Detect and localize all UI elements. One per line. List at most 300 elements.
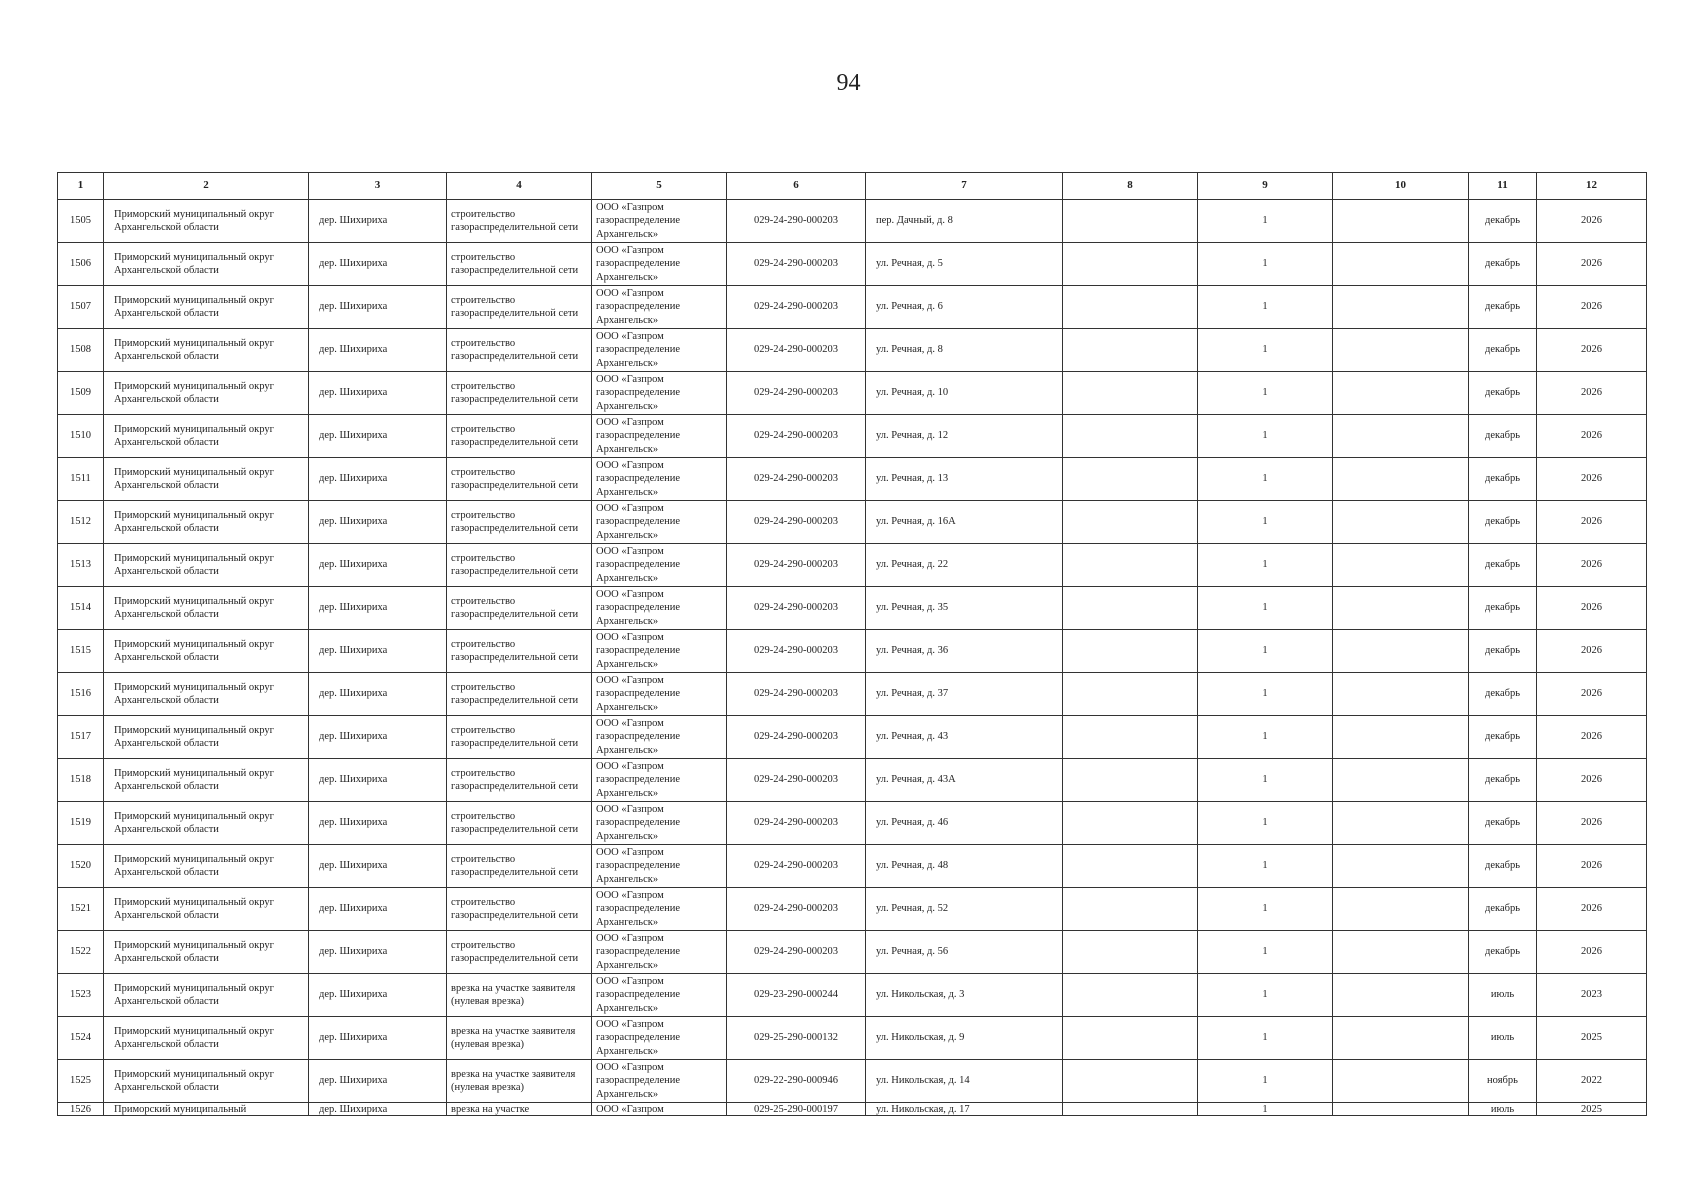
count-cell: 1 [1198,415,1333,458]
column-header: 12 [1537,173,1647,200]
code-cell: 029-24-290-000203 [727,458,866,501]
year-cell: 2026 [1537,931,1647,974]
settlement-cell: дер. Шихириха [309,1017,447,1060]
count-cell: 1 [1198,200,1333,243]
column-header: 10 [1333,173,1469,200]
column-10-cell [1333,200,1469,243]
settlement-cell: дер. Шихириха [309,200,447,243]
district-cell: Приморский муниципальный округ Архангельской области [104,501,309,544]
column-header: 3 [309,173,447,200]
district-cell: Приморский муниципальный округ Архангельской области [104,458,309,501]
month-cell: декабрь [1469,329,1537,372]
address-cell: ул. Речная, д. 48 [866,845,1063,888]
address-cell: ул. Речная, д. 43А [866,759,1063,802]
work-type-cell: строительство газораспределительной сети [447,845,592,888]
count-cell: 1 [1198,974,1333,1017]
district-cell: Приморский муниципальный округ Архангельской области [104,329,309,372]
row-number: 1506 [58,243,104,286]
organization-cell: ООО «Газпром газораспределение Архангельск» [592,931,727,974]
code-cell: 029-25-290-000197 [727,1103,866,1116]
row-number: 1526 [58,1103,104,1116]
address-cell: ул. Никольская, д. 17 [866,1103,1063,1116]
row-number: 1514 [58,587,104,630]
count-cell: 1 [1198,587,1333,630]
month-cell: декабрь [1469,243,1537,286]
column-10-cell [1333,587,1469,630]
code-cell: 029-23-290-000244 [727,974,866,1017]
address-cell: ул. Речная, д. 12 [866,415,1063,458]
work-type-cell: строительство газораспределительной сети [447,286,592,329]
settlement-cell: дер. Шихириха [309,673,447,716]
year-cell: 2026 [1537,802,1647,845]
table-row [58,630,1647,673]
organization-cell: ООО «Газпром газораспределение Архангельск» [592,415,727,458]
row-number: 1517 [58,716,104,759]
column-10-cell [1333,501,1469,544]
settlement-cell: дер. Шихириха [309,243,447,286]
column-8-cell [1063,1017,1198,1060]
column-8-cell [1063,200,1198,243]
row-number: 1515 [58,630,104,673]
code-cell: 029-24-290-000203 [727,415,866,458]
column-header: 7 [866,173,1063,200]
column-8-cell [1063,845,1198,888]
row-number: 1521 [58,888,104,931]
code-cell: 029-24-290-000203 [727,759,866,802]
count-cell: 1 [1198,759,1333,802]
count-cell: 1 [1198,1103,1333,1116]
work-type-cell: врезка на участке заявителя (нулевая врезка) [447,974,592,1017]
year-cell: 2026 [1537,673,1647,716]
row-number: 1508 [58,329,104,372]
organization-cell: ООО «Газпром газораспределение Архангельск» [592,759,727,802]
year-cell: 2026 [1537,329,1647,372]
data-table [57,172,1647,1116]
column-10-cell [1333,544,1469,587]
work-type-cell: строительство газораспределительной сети [447,458,592,501]
address-cell: ул. Речная, д. 35 [866,587,1063,630]
month-cell: декабрь [1469,931,1537,974]
address-cell: ул. Речная, д. 5 [866,243,1063,286]
count-cell: 1 [1198,544,1333,587]
column-8-cell [1063,286,1198,329]
code-cell: 029-24-290-000203 [727,802,866,845]
table-row [58,759,1647,802]
year-cell: 2026 [1537,415,1647,458]
column-8-cell [1063,243,1198,286]
district-cell: Приморский муниципальный округ Архангельской области [104,888,309,931]
address-cell: ул. Речная, д. 36 [866,630,1063,673]
column-8-cell [1063,630,1198,673]
organization-cell: ООО «Газпром газораспределение Архангельск» [592,974,727,1017]
row-number: 1523 [58,974,104,1017]
table-row [58,587,1647,630]
settlement-cell: дер. Шихириха [309,458,447,501]
table-row [58,544,1647,587]
settlement-cell: дер. Шихириха [309,716,447,759]
organization-cell: ООО «Газпром газораспределение Архангельск» [592,587,727,630]
organization-cell: ООО «Газпром газораспределение Архангельск» [592,845,727,888]
column-10-cell [1333,888,1469,931]
district-cell: Приморский муниципальный округ Архангельской области [104,802,309,845]
settlement-cell: дер. Шихириха [309,415,447,458]
row-number: 1522 [58,931,104,974]
month-cell: июль [1469,1103,1537,1116]
settlement-cell: дер. Шихириха [309,544,447,587]
table-row [58,372,1647,415]
code-cell: 029-22-290-000946 [727,1060,866,1103]
count-cell: 1 [1198,630,1333,673]
organization-cell: ООО «Газпром газораспределение Архангельск» [592,716,727,759]
column-header: 2 [104,173,309,200]
column-8-cell [1063,458,1198,501]
month-cell: декабрь [1469,501,1537,544]
month-cell: ноябрь [1469,1060,1537,1103]
column-8-cell [1063,501,1198,544]
code-cell: 029-24-290-000203 [727,888,866,931]
table-row [58,1060,1647,1103]
address-cell: ул. Речная, д. 16А [866,501,1063,544]
table-row [58,1017,1647,1060]
month-cell: декабрь [1469,544,1537,587]
district-cell: Приморский муниципальный округ Архангельской области [104,1060,309,1103]
work-type-cell: строительство газораспределительной сети [447,716,592,759]
column-8-cell [1063,1060,1198,1103]
code-cell: 029-24-290-000203 [727,200,866,243]
address-cell: ул. Речная, д. 10 [866,372,1063,415]
row-number: 1507 [58,286,104,329]
work-type-cell: строительство газораспределительной сети [447,243,592,286]
organization-cell: ООО «Газпром газораспределение Архангельск» [592,630,727,673]
year-cell: 2026 [1537,372,1647,415]
table-body [58,200,1647,1116]
district-cell: Приморский муниципальный округ Архангельской области [104,286,309,329]
year-cell: 2026 [1537,630,1647,673]
work-type-cell: строительство газораспределительной сети [447,630,592,673]
year-cell: 2026 [1537,458,1647,501]
column-8-cell [1063,802,1198,845]
address-cell: ул. Речная, д. 52 [866,888,1063,931]
table-row [58,673,1647,716]
column-10-cell [1333,1103,1469,1116]
code-cell: 029-24-290-000203 [727,931,866,974]
district-cell: Приморский муниципальный округ Архангельской области [104,931,309,974]
work-type-cell: врезка на участке заявителя (нулевая врезка) [447,1060,592,1103]
year-cell: 2022 [1537,1060,1647,1103]
month-cell: декабрь [1469,200,1537,243]
row-number: 1519 [58,802,104,845]
count-cell: 1 [1198,458,1333,501]
month-cell: декабрь [1469,845,1537,888]
column-8-cell [1063,587,1198,630]
settlement-cell: дер. Шихириха [309,329,447,372]
month-cell: июль [1469,1017,1537,1060]
column-10-cell [1333,974,1469,1017]
count-cell: 1 [1198,243,1333,286]
table-row [58,845,1647,888]
settlement-cell: дер. Шихириха [309,974,447,1017]
work-type-cell: строительство газораспределительной сети [447,802,592,845]
year-cell: 2026 [1537,544,1647,587]
address-cell: ул. Речная, д. 22 [866,544,1063,587]
count-cell: 1 [1198,501,1333,544]
code-cell: 029-24-290-000203 [727,501,866,544]
column-8-cell [1063,415,1198,458]
year-cell: 2025 [1537,1017,1647,1060]
organization-cell: ООО «Газпром газораспределение Архангельск» [592,544,727,587]
code-cell: 029-24-290-000203 [727,286,866,329]
district-cell: Приморский муниципальный округ Архангельской области [104,716,309,759]
address-cell: пер. Дачный, д. 8 [866,200,1063,243]
work-type-cell: строительство газораспределительной сети [447,931,592,974]
table-row [58,888,1647,931]
table-row [58,415,1647,458]
column-10-cell [1333,931,1469,974]
district-cell: Приморский муниципальный [104,1103,309,1116]
column-header: 8 [1063,173,1198,200]
column-8-cell [1063,888,1198,931]
year-cell: 2026 [1537,716,1647,759]
table-row [58,802,1647,845]
page-number: 94 [836,70,861,96]
column-header: 11 [1469,173,1537,200]
work-type-cell: строительство газораспределительной сети [447,759,592,802]
code-cell: 029-25-290-000132 [727,1017,866,1060]
column-10-cell [1333,415,1469,458]
settlement-cell: дер. Шихириха [309,845,447,888]
work-type-cell: строительство газораспределительной сети [447,329,592,372]
organization-cell: ООО «Газпром газораспределение Архангельск» [592,1060,727,1103]
code-cell: 029-24-290-000203 [727,587,866,630]
district-cell: Приморский муниципальный округ Архангельской области [104,243,309,286]
column-10-cell [1333,1017,1469,1060]
column-header: 1 [58,173,104,200]
district-cell: Приморский муниципальный округ Архангельской области [104,673,309,716]
district-cell: Приморский муниципальный округ Архангельской области [104,544,309,587]
column-10-cell [1333,845,1469,888]
count-cell: 1 [1198,716,1333,759]
month-cell: декабрь [1469,716,1537,759]
table-row [58,329,1647,372]
settlement-cell: дер. Шихириха [309,931,447,974]
district-cell: Приморский муниципальный округ Архангельской области [104,974,309,1017]
year-cell: 2026 [1537,845,1647,888]
organization-cell: ООО «Газпром газораспределение Архангельск» [592,286,727,329]
organization-cell: ООО «Газпром газораспределение Архангельск» [592,372,727,415]
column-header: 5 [592,173,727,200]
column-10-cell [1333,243,1469,286]
code-cell: 029-24-290-000203 [727,716,866,759]
year-cell: 2026 [1537,888,1647,931]
settlement-cell: дер. Шихириха [309,630,447,673]
settlement-cell: дер. Шихириха [309,501,447,544]
address-cell: ул. Никольская, д. 14 [866,1060,1063,1103]
work-type-cell: строительство газораспределительной сети [447,587,592,630]
district-cell: Приморский муниципальный округ Архангельской области [104,200,309,243]
address-cell: ул. Никольская, д. 3 [866,974,1063,1017]
month-cell: декабрь [1469,673,1537,716]
year-cell: 2026 [1537,587,1647,630]
column-8-cell [1063,372,1198,415]
address-cell: ул. Речная, д. 46 [866,802,1063,845]
column-8-cell [1063,931,1198,974]
month-cell: декабрь [1469,802,1537,845]
column-header: 9 [1198,173,1333,200]
row-number: 1518 [58,759,104,802]
month-cell: декабрь [1469,630,1537,673]
work-type-cell: строительство газораспределительной сети [447,415,592,458]
table-row [58,501,1647,544]
district-cell: Приморский муниципальный округ Архангельской области [104,372,309,415]
address-cell: ул. Речная, д. 37 [866,673,1063,716]
row-number: 1524 [58,1017,104,1060]
count-cell: 1 [1198,845,1333,888]
district-cell: Приморский муниципальный округ Архангельской области [104,1017,309,1060]
year-cell: 2026 [1537,200,1647,243]
settlement-cell: дер. Шихириха [309,372,447,415]
row-number: 1525 [58,1060,104,1103]
year-cell: 2026 [1537,286,1647,329]
row-number: 1512 [58,501,104,544]
column-header: 4 [447,173,592,200]
organization-cell: ООО «Газпром газораспределение Архангельск» [592,802,727,845]
count-cell: 1 [1198,1017,1333,1060]
count-cell: 1 [1198,931,1333,974]
year-cell: 2026 [1537,759,1647,802]
work-type-cell: строительство газораспределительной сети [447,372,592,415]
table-row [58,974,1647,1017]
code-cell: 029-24-290-000203 [727,243,866,286]
organization-cell: ООО «Газпром [592,1103,727,1116]
count-cell: 1 [1198,802,1333,845]
code-cell: 029-24-290-000203 [727,673,866,716]
row-number: 1513 [58,544,104,587]
column-8-cell [1063,974,1198,1017]
organization-cell: ООО «Газпром газораспределение Архангельск» [592,200,727,243]
row-number: 1509 [58,372,104,415]
district-cell: Приморский муниципальный округ Архангельской области [104,630,309,673]
column-10-cell [1333,286,1469,329]
year-cell: 2023 [1537,974,1647,1017]
column-8-cell [1063,544,1198,587]
month-cell: декабрь [1469,458,1537,501]
code-cell: 029-24-290-000203 [727,329,866,372]
work-type-cell: строительство газораспределительной сети [447,200,592,243]
table-row [58,931,1647,974]
month-cell: декабрь [1469,587,1537,630]
row-number: 1516 [58,673,104,716]
year-cell: 2026 [1537,243,1647,286]
row-number: 1511 [58,458,104,501]
organization-cell: ООО «Газпром газораспределение Архангельск» [592,329,727,372]
column-10-cell [1333,329,1469,372]
month-cell: декабрь [1469,286,1537,329]
code-cell: 029-24-290-000203 [727,544,866,587]
district-cell: Приморский муниципальный округ Архангельской области [104,415,309,458]
code-cell: 029-24-290-000203 [727,372,866,415]
month-cell: декабрь [1469,759,1537,802]
work-type-cell: строительство газораспределительной сети [447,888,592,931]
work-type-cell: врезка на участке [447,1103,592,1116]
row-number: 1505 [58,200,104,243]
count-cell: 1 [1198,1060,1333,1103]
organization-cell: ООО «Газпром газораспределение Архангельск» [592,1017,727,1060]
settlement-cell: дер. Шихириха [309,587,447,630]
column-10-cell [1333,1060,1469,1103]
work-type-cell: строительство газораспределительной сети [447,501,592,544]
organization-cell: ООО «Газпром газораспределение Архангельск» [592,501,727,544]
table-row [58,243,1647,286]
address-cell: ул. Речная, д. 6 [866,286,1063,329]
organization-cell: ООО «Газпром газораспределение Архангельск» [592,888,727,931]
column-8-cell [1063,716,1198,759]
table-row [58,1103,1647,1116]
month-cell: декабрь [1469,415,1537,458]
header-row [58,173,1647,200]
column-10-cell [1333,630,1469,673]
year-cell: 2026 [1537,501,1647,544]
row-number: 1520 [58,845,104,888]
column-10-cell [1333,458,1469,501]
code-cell: 029-24-290-000203 [727,845,866,888]
count-cell: 1 [1198,372,1333,415]
work-type-cell: строительство газораспределительной сети [447,673,592,716]
row-number: 1510 [58,415,104,458]
address-cell: ул. Речная, д. 43 [866,716,1063,759]
table-row [58,458,1647,501]
settlement-cell: дер. Шихириха [309,759,447,802]
count-cell: 1 [1198,329,1333,372]
count-cell: 1 [1198,673,1333,716]
work-type-cell: строительство газораспределительной сети [447,544,592,587]
column-8-cell [1063,759,1198,802]
settlement-cell: дер. Шихириха [309,1103,447,1116]
month-cell: декабрь [1469,372,1537,415]
settlement-cell: дер. Шихириха [309,1060,447,1103]
address-cell: ул. Никольская, д. 9 [866,1017,1063,1060]
settlement-cell: дер. Шихириха [309,802,447,845]
column-header: 6 [727,173,866,200]
table-row [58,200,1647,243]
month-cell: июль [1469,974,1537,1017]
work-type-cell: врезка на участке заявителя (нулевая врезка) [447,1017,592,1060]
address-cell: ул. Речная, д. 8 [866,329,1063,372]
column-8-cell [1063,673,1198,716]
organization-cell: ООО «Газпром газораспределение Архангельск» [592,458,727,501]
column-8-cell [1063,329,1198,372]
code-cell: 029-24-290-000203 [727,630,866,673]
column-10-cell [1333,716,1469,759]
district-cell: Приморский муниципальный округ Архангельской области [104,759,309,802]
address-cell: ул. Речная, д. 56 [866,931,1063,974]
column-10-cell [1333,759,1469,802]
year-cell: 2025 [1537,1103,1647,1116]
column-10-cell [1333,673,1469,716]
district-cell: Приморский муниципальный округ Архангельской области [104,845,309,888]
month-cell: декабрь [1469,888,1537,931]
column-10-cell [1333,372,1469,415]
address-cell: ул. Речная, д. 13 [866,458,1063,501]
district-cell: Приморский муниципальный округ Архангельской области [104,587,309,630]
count-cell: 1 [1198,888,1333,931]
table-row [58,286,1647,329]
settlement-cell: дер. Шихириха [309,286,447,329]
column-10-cell [1333,802,1469,845]
settlement-cell: дер. Шихириха [309,888,447,931]
count-cell: 1 [1198,286,1333,329]
table-row [58,716,1647,759]
column-8-cell [1063,1103,1198,1116]
